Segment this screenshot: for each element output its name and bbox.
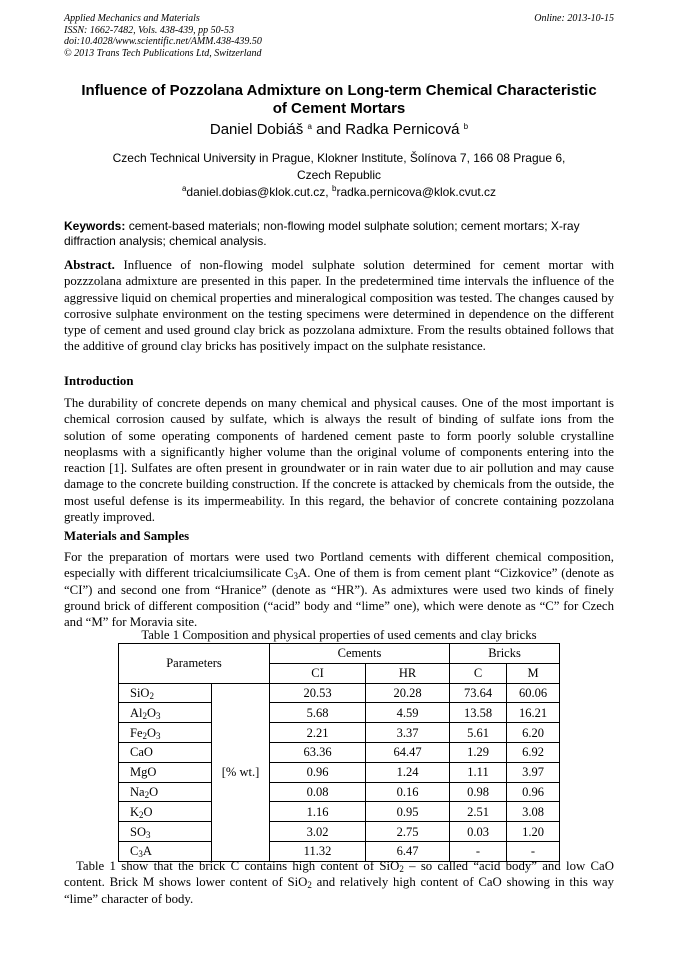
value-ci: 5.68 (270, 703, 366, 723)
doi-line: doi:10.4028/www.scientific.net/AMM.438-439.50 (64, 36, 262, 48)
value-ci: 2.21 (270, 723, 366, 743)
param-name: MgO (119, 762, 212, 782)
header-parameters: Parameters (119, 644, 270, 684)
table-row (119, 762, 560, 782)
param-name: $C_3A$ (119, 841, 212, 861)
materials-text-part-2: A. One of them is from cement plant “Cizkovice” (denote as “CI”) and second one from “Hranice” (denote as “HR”). As admixtures were used two kinds of finely ground brick of different composition (“acid” body and “lime” one), which were denote as “C” for Czech and “M” for Moravia site. (64, 566, 614, 630)
value-m: 6.92 (507, 742, 560, 762)
author-1-mark: a (307, 122, 312, 131)
table-caption: Table 1 Composition and physical properties of used cements and clay bricks (141, 628, 537, 642)
discussion-sub-2: 2 (307, 880, 312, 891)
online-date: Online: 2013-10-15 (534, 13, 614, 24)
value-c: 73.64 (450, 683, 507, 703)
value-hr: 64.47 (366, 742, 450, 762)
value-hr: 0.95 (366, 802, 450, 822)
issn-line: ISSN: 1662-7482, Vols. 438-439, pp 50-53 (64, 24, 234, 36)
title-line-2: of Cement Mortars (272, 100, 406, 117)
value-c: 1.11 (450, 762, 507, 782)
param-name: $Al_2O_3$ (119, 703, 212, 723)
abstract (64, 257, 614, 355)
value-ci: 11.32 (270, 841, 366, 861)
table-row (119, 683, 560, 703)
affiliation-line-1: Czech Technical University in Prague, Klokner Institute, Šolínova 7, 166 08 Prague 6, (112, 151, 566, 165)
value-c: 13.58 (450, 703, 507, 723)
email-b[interactable]: radka.pernicova@klok.cvut.cz (336, 185, 497, 199)
value-ci: 1.16 (270, 802, 366, 822)
paper-title (64, 82, 614, 118)
materials-text-part-1: For the preparation of mortars were used two Portland cements with different chemical composition, especially with different tricalciumsilicate C (64, 550, 614, 581)
materials-text (64, 549, 614, 630)
value-hr: 0.16 (366, 782, 450, 802)
discussion-part-3: and relatively high content of CaO showing in this way “lime” character of body. (64, 875, 614, 906)
composition-table (118, 643, 560, 862)
header-cements: Cements (270, 644, 450, 664)
value-hr: 3.37 (366, 723, 450, 743)
abstract-text: Influence of non-flowing model sulphate solution determined for cement mortar with pozzzolana admixture are presented in this paper. In the predetermined time intervals the influence of the aggressive liquid on chemical properties and mineralogical composition was tested. The changes caused by corrosive sulphate environment on the testing specimens were determined in dependence on the different type of cement and used ground clay brick as pozzolana admixture. From the results obtained follows that the additive of ground clay bricks has positively impact on the sulphate resistance. (64, 258, 614, 354)
materials-heading: Materials and Samples (64, 529, 190, 543)
discussion-part-1: Table 1 show that the brick C contains high content of SiO (76, 859, 400, 873)
value-m: 3.08 (507, 802, 560, 822)
param-name: $Fe_2O_3$ (119, 723, 212, 743)
keywords (64, 219, 614, 248)
header-ci: CI (270, 663, 366, 683)
table-row (119, 782, 560, 802)
email-b-mark: b (332, 184, 337, 193)
table-row (119, 723, 560, 743)
author-1: Daniel Dobiáš (209, 121, 304, 138)
value-m: 1.20 (507, 822, 560, 842)
title-line-1: Influence of Pozzolana Admixture on Long-term Chemical Characteristic (81, 82, 597, 99)
author-2-mark: b (463, 122, 469, 131)
author-line (64, 121, 614, 138)
keywords-text: cement-based materials; non-flowing model sulphate solution; cement mortars; X-ray diffraction analysis; chemical analysis. (64, 219, 580, 248)
value-hr: 6.47 (366, 841, 450, 861)
value-ci: 0.08 (270, 782, 366, 802)
value-m: 60.06 (507, 683, 560, 703)
unit-cell: [% wt.] (212, 683, 270, 861)
introduction-text: The durability of concrete depends on many chemical and physical causes. One of the most important is chemical corrosion caused by sulfate, which is always the result of binding of sulfate ions from the solution of some operating components of hardened cement paste to form poorly soluble crystalline neoplasms with a significantly higher volume than the original volume of components entering into the reaction [1]. Sulfates are often present in groundwater or in rain water due to air pollution and may cause damage to the concrete building construction. If the concrete is attacked by chemicals from the outside, the most useful defense is its impermeability. In this regard, the behavior of concrete containing pozzolana greatly improved. (64, 396, 614, 525)
table-row (119, 703, 560, 723)
author-2: Radka Pernicová (345, 121, 460, 138)
table-row (119, 822, 560, 842)
value-c: 5.61 (450, 723, 507, 743)
value-c: 2.51 (450, 802, 507, 822)
header-m: M (507, 663, 560, 683)
copyright-line: © 2013 Trans Tech Publications Ltd, Switzerland (64, 47, 262, 59)
value-hr: 4.59 (366, 703, 450, 723)
value-m: - (507, 841, 560, 861)
value-c: 0.03 (450, 822, 507, 842)
keywords-label: Keywords: (64, 219, 126, 233)
value-m: 0.96 (507, 782, 560, 802)
affiliation (64, 150, 614, 184)
value-ci: 63.36 (270, 742, 366, 762)
email-a-mark: a (181, 184, 187, 193)
value-ci: 20.53 (270, 683, 366, 703)
value-m: 6.20 (507, 723, 560, 743)
email-line (64, 185, 614, 199)
value-m: 3.97 (507, 762, 560, 782)
table-header-row (119, 644, 560, 664)
table-row (119, 802, 560, 822)
param-name: $SO_3$ (119, 822, 212, 842)
value-c: 0.98 (450, 782, 507, 802)
value-hr: 20.28 (366, 683, 450, 703)
value-hr: 1.24 (366, 762, 450, 782)
discussion-part-2: – so called “acid body” and low CaO content. Brick M shows lower content of SiO (64, 859, 614, 890)
journal-header (64, 13, 262, 59)
value-m: 16.21 (507, 703, 560, 723)
value-ci: 0.96 (270, 762, 366, 782)
param-name: SiO$_2$ (119, 683, 212, 703)
value-ci: 3.02 (270, 822, 366, 842)
abstract-label: Abstract. (64, 258, 115, 272)
email-a[interactable]: daniel.dobias@klok.cut.cz, (186, 185, 329, 199)
param-name: $Na_2O$ (119, 782, 212, 802)
header-bricks: Bricks (450, 644, 560, 664)
header-hr: HR (366, 663, 450, 683)
discussion-sub-1: 2 (399, 864, 404, 874)
table-discussion (64, 858, 614, 907)
materials-sub: 3 (293, 571, 298, 582)
value-hr: 2.75 (366, 822, 450, 842)
affiliation-line-2: Czech Republic (296, 168, 382, 182)
value-c: 1.29 (450, 742, 507, 762)
value-c: - (450, 841, 507, 861)
introduction-heading: Introduction (64, 374, 134, 388)
author-and: and (316, 121, 342, 138)
param-name: CaO (119, 742, 212, 762)
journal-name: Applied Mechanics and Materials (64, 13, 200, 24)
table-row (119, 742, 560, 762)
param-name: $K_2O$ (119, 802, 212, 822)
header-c: C (450, 663, 507, 683)
